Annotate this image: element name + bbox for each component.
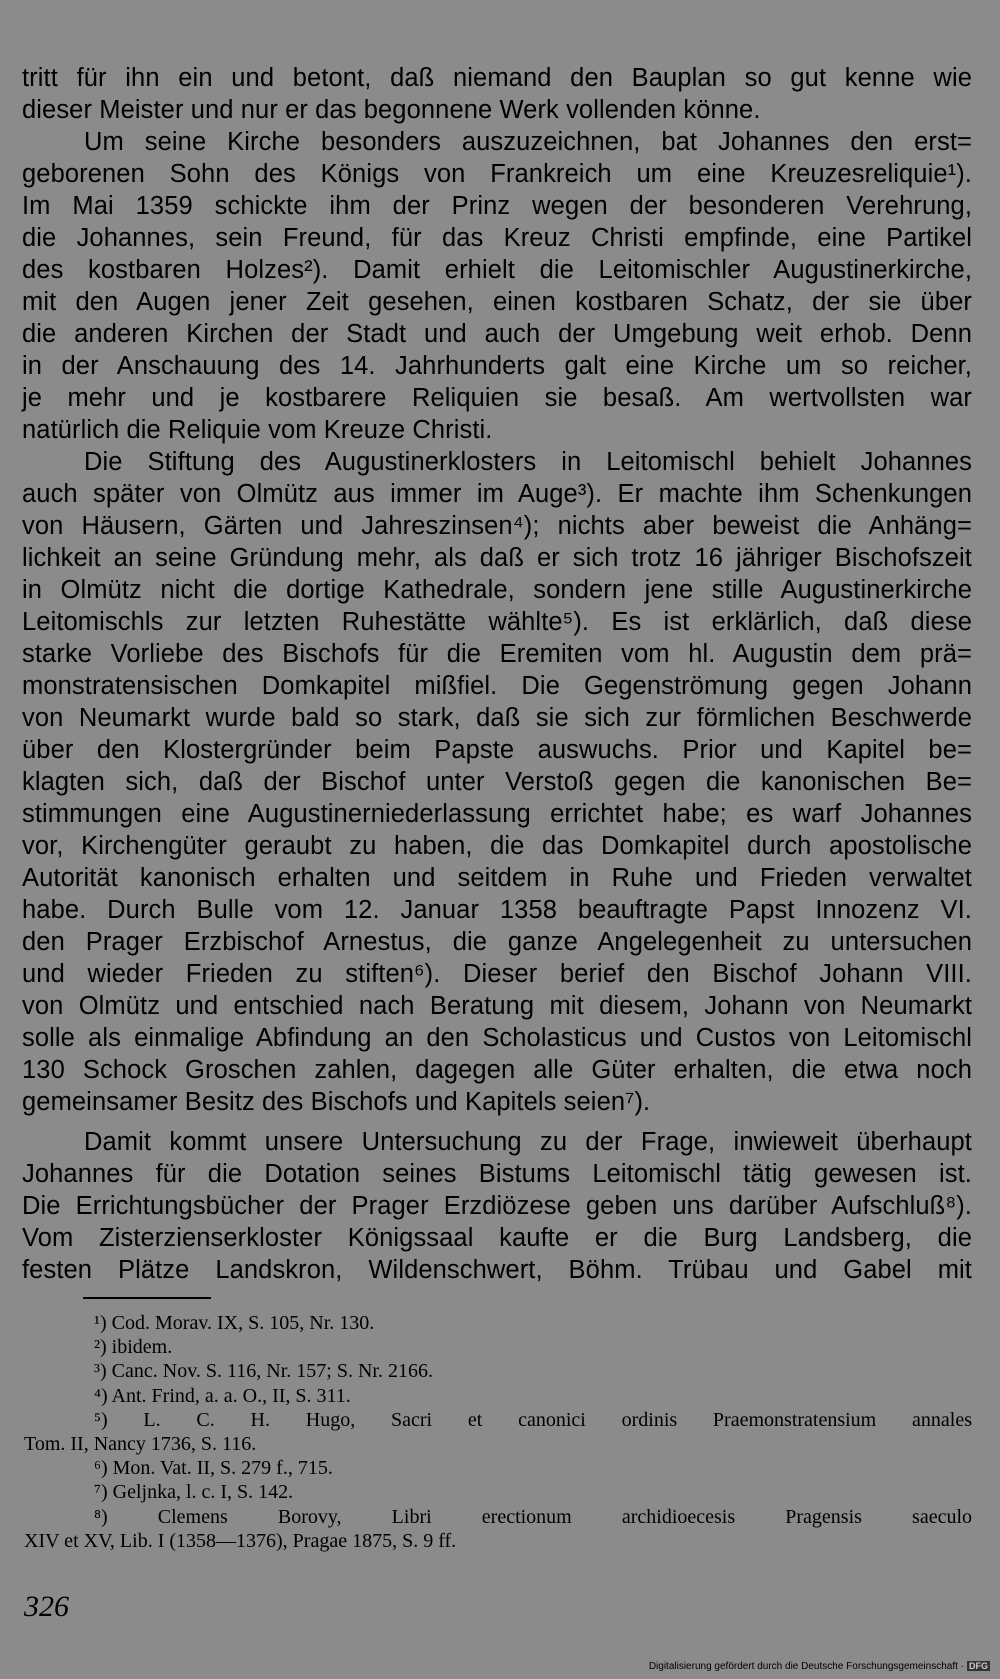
text-line: auch später von Olmütz aus immer im Auge³). Er machte ihm Schenkungen bbox=[22, 480, 972, 508]
text-line: Leitomischls zur letzten Ruhestätte wählte⁵). Es ist erklärlich, daß diese bbox=[22, 608, 972, 636]
footnote-line: ²) ibidem. bbox=[94, 1336, 173, 1359]
text-line: über den Klostergründer beim Papste auswuchs. Prior und Kapitel be= bbox=[22, 736, 972, 764]
text-line: geborenen Sohn des Königs von Frankreich um eine Kreuzesreliquie¹). bbox=[22, 160, 972, 188]
text-line: vor, Kirchengüter geraubt zu haben, die das Domkapitel durch apostolische bbox=[22, 832, 972, 860]
text-line: natürlich die Reliquie vom Kreuze Christi. bbox=[22, 416, 493, 444]
text-line: festen Plätze Landskron, Wildenschwert, Böhm. Trübau und Gabel mit bbox=[22, 1256, 972, 1284]
page-number: 326 bbox=[24, 1590, 69, 1623]
footnote-line: ⁴) Ant. Frind, a. a. O., II, S. 311. bbox=[94, 1384, 351, 1407]
text-line: den Prager Erzbischof Arnestus, die ganze Angelegenheit zu untersuchen bbox=[22, 928, 972, 956]
footnote-line: ⁵) L. C. H. Hugo, Sacri et canonici ordinis Praemonstratensium annales bbox=[94, 1408, 972, 1431]
text-line: 130 Schock Groschen zahlen, dagegen alle Güter erhalten, die etwa noch bbox=[22, 1056, 972, 1084]
footnote-line: Tom. II, Nancy 1736, S. 116. bbox=[24, 1432, 257, 1455]
text-line: mit den Augen jener Zeit gesehen, einen kostbaren Schatz, der sie über bbox=[22, 288, 972, 316]
text-line: von Olmütz und entschied nach Beratung mit diesem, Johann von Neumarkt bbox=[22, 992, 972, 1020]
text-line: klagten sich, daß der Bischof unter Verstoß gegen die kanonischen Be= bbox=[22, 768, 972, 796]
text-line: stimmungen eine Augustinerniederlassung errichtet habe; es warf Johannes bbox=[22, 800, 972, 828]
footnote-line: ⁶) Mon. Vat. II, S. 279 f., 715. bbox=[94, 1457, 333, 1480]
text-line: Damit kommt unsere Untersuchung zu der Frage, inwieweit überhaupt bbox=[84, 1128, 972, 1156]
footnotes bbox=[24, 1311, 972, 1553]
text-line: die anderen Kirchen der Stadt und auch der Umgebung weit erhob. Denn bbox=[22, 320, 972, 348]
text-line: in der Anschauung des 14. Jahrhunderts galt eine Kirche um so reicher, bbox=[22, 352, 972, 380]
text-line: tritt für ihn ein und betont, daß niemand den Bauplan so gut kenne wie bbox=[22, 64, 972, 92]
footnote-line: ⁸) Clemens Borovy, Libri erectionum archidioecesis Pragensis saeculo bbox=[94, 1505, 972, 1528]
text-line: dieser Meister und nur er das begonnene Werk vollenden könne. bbox=[22, 96, 761, 124]
footnote-line: ³) Canc. Nov. S. 116, Nr. 157; S. Nr. 2166. bbox=[94, 1360, 433, 1383]
text-line: Um seine Kirche besonders auszuzeichnen, bat Johannes den erst= bbox=[84, 128, 972, 156]
text-line: lichkeit an seine Gründung mehr, als daß er sich trotz 16 jähriger Bischofszeit bbox=[22, 544, 972, 572]
footnote-divider bbox=[83, 1297, 211, 1299]
text-line: habe. Durch Bulle vom 12. Januar 1358 beauftragte Papst Innozenz VI. bbox=[22, 896, 972, 924]
footnote-line: ¹) Cod. Morav. IX, S. 105, Nr. 130. bbox=[94, 1312, 375, 1334]
text-line: Johannes für die Dotation seines Bistums Leitomischl tätig gewesen ist. bbox=[22, 1160, 972, 1188]
text-line: die Johannes, sein Freund, für das Kreuz Christi empfinde, eine Partikel bbox=[22, 224, 972, 252]
dfg-logo: DFG bbox=[969, 1661, 988, 1671]
text-line: monstratensischen Domkapitel mißfiel. Die Gegenströmung gegen Johann bbox=[22, 672, 972, 700]
text-line: des kostbaren Holzes²). Damit erhielt die Leitomischler Augustinerkirche, bbox=[22, 256, 972, 284]
text-line: Vom Zisterzienserkloster Königssaal kaufte er die Burg Landsberg, die bbox=[22, 1224, 972, 1252]
digitization-credit bbox=[649, 1661, 990, 1672]
text-line: Die Stiftung des Augustinerklosters in Leitomischl behielt Johannes bbox=[84, 448, 972, 476]
text-line: von Häusern, Gärten und Jahreszinsen⁴); nichts aber beweist die Anhäng= bbox=[22, 512, 972, 540]
body-text bbox=[22, 62, 972, 1286]
text-line: starke Vorliebe des Bischofs für die Eremiten vom hl. Augustin dem prä= bbox=[22, 640, 972, 668]
text-line: Die Errichtungsbücher der Prager Erzdiözese geben uns darüber Aufschluß⁸). bbox=[22, 1192, 972, 1220]
text-line: je mehr und je kostbarere Reliquien sie besaß. Am wertvollsten war bbox=[22, 384, 972, 412]
footnote-line: ⁷) Geljnka, l. c. I, S. 142. bbox=[94, 1481, 294, 1504]
text-line: und wieder Frieden zu stiften⁶). Dieser berief den Bischof Johann VIII. bbox=[22, 960, 972, 988]
text-line: Im Mai 1359 schickte ihm der Prinz wegen der besonderen Verehrung, bbox=[22, 192, 972, 220]
text-line: gemeinsamer Besitz des Bischofs und Kapitels seien⁷). bbox=[22, 1088, 651, 1116]
footnote-line: XIV et XV, Lib. I (1358—1376), Pragae 1875, S. 9 ff. bbox=[24, 1529, 457, 1552]
text-line: solle als einmalige Abfindung an den Scholasticus und Custos von Leitomischl bbox=[22, 1024, 972, 1052]
text-line: in Olmütz nicht die dortige Kathedrale, sondern jene stille Augustinerkirche bbox=[22, 576, 972, 604]
credit-text: Digitalisierung gefördert durch die Deutsche Forschungsgemeinschaft · bbox=[648, 1661, 964, 1672]
text-line: von Neumarkt wurde bald so stark, daß sie sich zur förmlichen Beschwerde bbox=[22, 704, 972, 732]
text-line: Autorität kanonisch erhalten und seitdem in Ruhe und Frieden verwaltet bbox=[22, 864, 972, 892]
